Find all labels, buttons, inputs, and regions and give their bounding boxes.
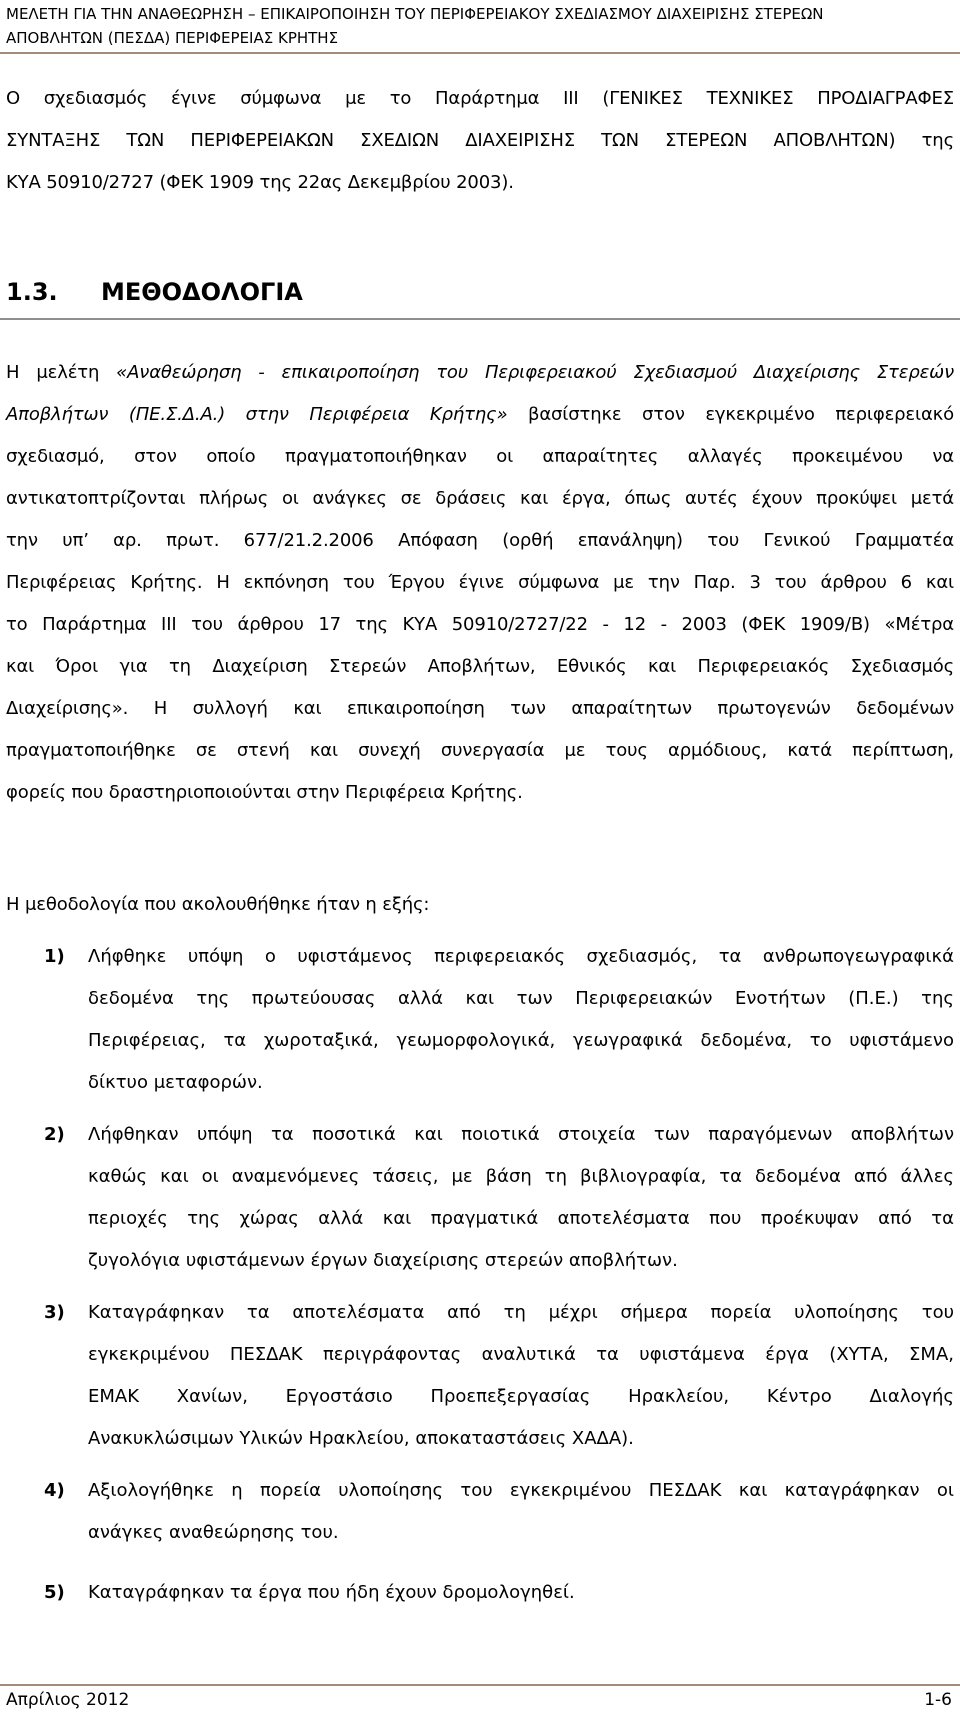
intro-line: ΣΥΝΤΑΞΗΣ ΤΩΝ ΠΕΡΙΦΕΡΕΙΑΚΩΝ ΣΧΕΔΙΩΝ ΔΙΑΧΕΙΡΙΣΗΣ ΤΩΝ ΣΤΕΡΕΩΝ ΑΠΟΒΛΗΤΩΝ) της <box>6 130 954 151</box>
list-line: εγκεκριμένου ΠΕΣΔΑΚ περιγράφοντας αναλυτικά τα υφιστάμενα έργα (ΧΥΤΑ, ΣΜΑ, <box>88 1344 954 1365</box>
list-line: δεδομένα της πρωτεύουσας αλλά και των Περιφερειακών Ενοτήτων (Π.Ε.) της <box>88 988 954 1009</box>
intro-paragraph <box>6 78 954 204</box>
list-number: 2) <box>44 1124 65 1145</box>
method-intro-text: Η μεθοδολογία που ακολουθήθηκε ήταν η εξής: <box>6 894 430 915</box>
list-line: ζυγολόγια υφιστάμενων έργων διαχείρισης στερεών αποβλήτων. <box>88 1250 678 1271</box>
list-item <box>6 936 954 1104</box>
list-line: Ανακυκλώσιμων Υλικών Ηρακλείου, αποκαταστάσεις ΧΑΔΑ). <box>88 1428 634 1449</box>
paragraph-line: φορείς που δραστηριοποιούνται στην Περιφέρεια Κρήτης. <box>6 782 523 803</box>
methodology-paragraph <box>6 352 954 814</box>
page-number: 1-6 <box>924 1690 952 1710</box>
list-line: καθώς και οι αναμενόμενες τάσεις, με βάση τη βιβλιογραφία, τα δεδομένα από άλλες <box>88 1166 954 1187</box>
list-line: Καταγράφηκαν τα έργα που ήδη έχουν δρομολογηθεί. <box>88 1582 575 1603</box>
section-divider <box>0 318 960 320</box>
page-footer <box>0 1684 960 1710</box>
list-line: Περιφέρειας, τα χωροταξικά, γεωμορφολογικά, γεωγραφικά δεδομένα, το υφιστάμενο <box>88 1030 954 1051</box>
paragraph-line: σχεδιασμό, στον οποίο πραγματοποιήθηκαν οι απαραίτητες αλλαγές προκειμένου να <box>6 446 954 467</box>
list-number: 1) <box>44 946 65 967</box>
intro-line: Ο σχεδιασμός έγινε σύμφωνα με το Παράρτημα ΙΙΙ (ΓΕΝΙΚΕΣ ΤΕΧΝΙΚΕΣ ΠΡΟΔΙΑΓΡΑΦΕΣ <box>6 88 954 109</box>
list-line: Αξιολογήθηκε η πορεία υλοποίησης του εγκεκριμένου ΠΕΣΔΑΚ και καταγράφηκαν οι <box>88 1480 954 1501</box>
header-line-2: ΑΠΟΒΛΗΤΩΝ (ΠΕΣΔΑ) ΠΕΡΙΦΕΡΕΙΑΣ ΚΡΗΤΗΣ <box>6 29 339 47</box>
list-line: Καταγράφηκαν τα αποτελέσματα από τη μέχρι σήμερα πορεία υλοποίησης του <box>88 1302 954 1323</box>
paragraph-line: την υπ’ αρ. πρωτ. 677/21.2.2006 Απόφαση (ορθή επανάληψη) του Γενικού Γραμματέα <box>6 530 954 551</box>
list-line: Λήφθηκαν υπόψη τα ποσοτικά και ποιοτικά στοιχεία των παραγόμενων αποβλήτων <box>88 1124 954 1145</box>
list-line: περιοχές της χώρας αλλά και πραγματικά αποτελέσματα που προέκυψαν από τα <box>88 1208 954 1229</box>
list-line: ΕΜΑΚ Χανίων, Εργοστάσιο Προεπεξεργασίας Ηρακλείου, Κέντρο Διαλογής <box>88 1386 954 1407</box>
paragraph-line: και Όροι για τη Διαχείριση Στερεών Αποβλήτων, Εθνικός και Περιφερειακός Σχεδιασμός <box>6 656 954 677</box>
list-number: 3) <box>44 1302 65 1323</box>
list-item <box>6 1470 954 1554</box>
list-number: 4) <box>44 1480 65 1501</box>
list-number: 5) <box>44 1582 65 1603</box>
footer-date: Απρίλιος 2012 <box>6 1690 130 1710</box>
list-line: ανάγκες αναθεώρησης του. <box>88 1522 339 1543</box>
header-line-1: ΜΕΛΕΤΗ ΓΙΑ ΤΗΝ ΑΝΑΘΕΩΡΗΣΗ – ΕΠΙΚΑΙΡΟΠΟΙΗΣΗ ΤΟΥ ΠΕΡΙΦΕΡΕΙΑΚΟΥ ΣΧΕΔΙΑΣΜΟΥ ΔΙΑΧΕΙΡΙΣΗΣ ΣΤΕΡΕΩΝ <box>6 5 824 23</box>
section-number: 1.3. <box>6 278 58 306</box>
intro-line: ΚΥΑ 50910/2727 (ΦΕΚ 1909 της 22ας Δεκεμβρίου 2003). <box>6 172 514 193</box>
running-header <box>0 0 960 50</box>
section-title: ΜΕΘΟΔΟΛΟΓΙΑ <box>101 278 303 306</box>
paragraph-line: Περιφέρειας Κρήτης. Η εκπόνηση του Έργου έγινε σύμφωνα με την Παρ. 3 του άρθρου 6 και <box>6 572 954 593</box>
italic-title: «Αναθεώρηση - επικαιροποίηση του Περιφερειακού Σχεδιασμού Διαχείρισης Στερεών <box>116 362 955 383</box>
text-run: Η μελέτη <box>6 362 117 383</box>
section-heading <box>6 278 303 318</box>
method-intro <box>6 884 954 926</box>
paragraph-line: Διαχείρισης». Η συλλογή και επικαιροποίηση των απαραίτητων πρωτογενών δεδομένων <box>6 698 954 719</box>
list-item <box>6 1114 954 1282</box>
paragraph-line: το Παράρτημα ΙΙΙ του άρθρου 17 της ΚΥΑ 50910/2727/22 - 12 - 2003 (ΦΕΚ 1909/Β) «Μέτρα <box>6 614 954 635</box>
paragraph-line <box>6 394 954 436</box>
paragraph-line: αντικατοπτρίζονται πλήρως οι ανάγκες σε δράσεις και έργα, όπως αυτές έχουν προκύψει μετά <box>6 488 954 509</box>
list-line: Λήφθηκε υπόψη ο υφιστάμενος περιφερειακός σχεδιασμός, τα ανθρωπογεωγραφικά <box>88 946 954 967</box>
paragraph-line: πραγματοποιήθηκε σε στενή και συνεχή συνεργασία με τους αρμόδιους, κατά περίπτωση, <box>6 740 954 761</box>
italic-title: Αποβλήτων (ΠΕ.Σ.Δ.Α.) στην Περιφέρεια Κρήτης» <box>6 404 508 425</box>
list-item <box>6 1292 954 1460</box>
text-run: βασίστηκε στον εγκεκριμένο περιφερειακό <box>507 404 954 425</box>
list-line: δίκτυο μεταφορών. <box>88 1072 263 1093</box>
paragraph-line <box>6 352 954 394</box>
list-item <box>6 1572 954 1614</box>
header-divider <box>0 52 960 54</box>
